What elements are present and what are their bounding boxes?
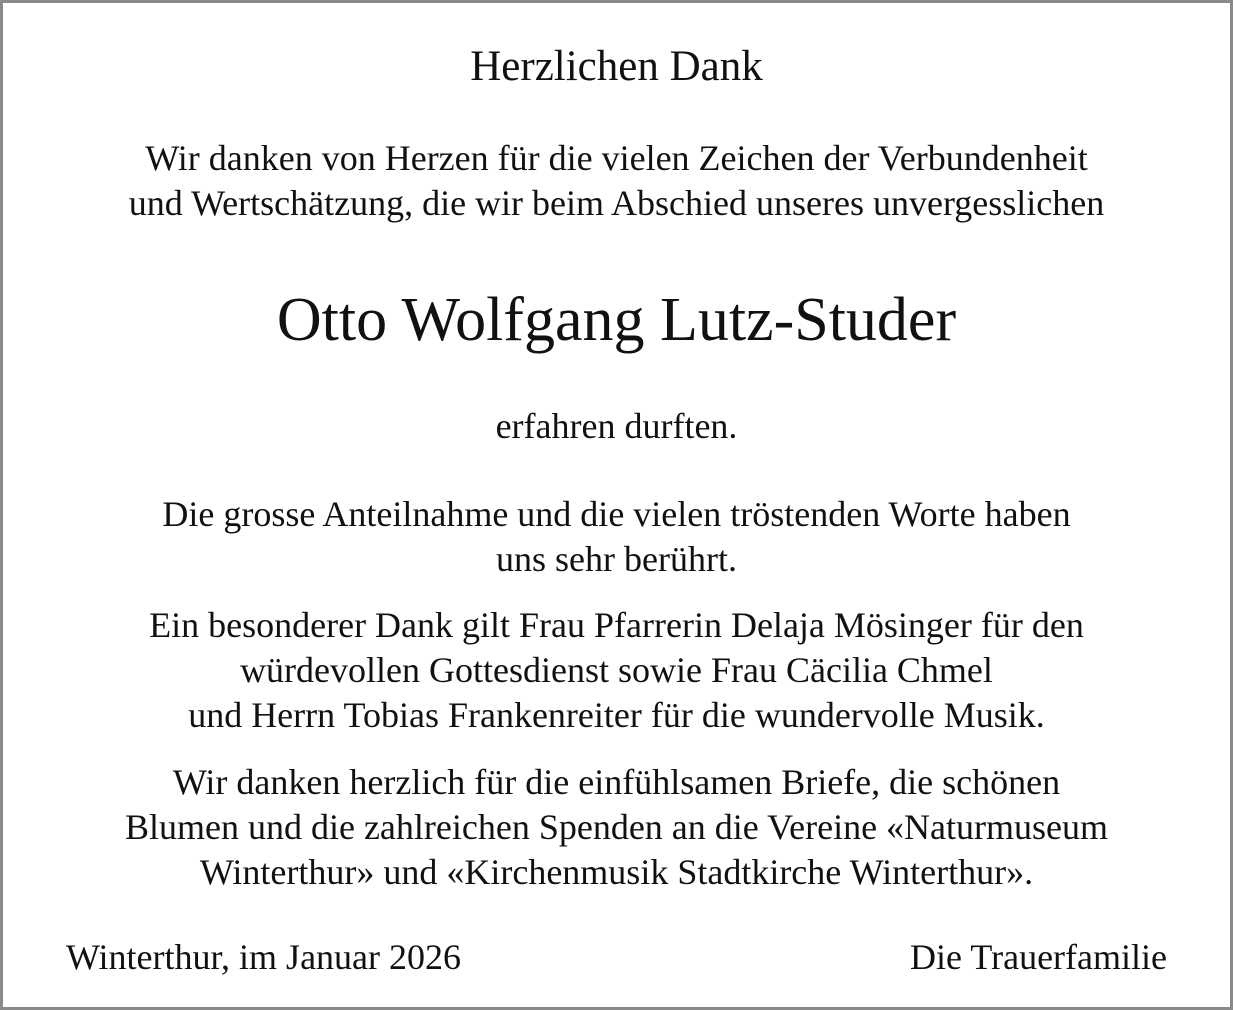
place-date: Winterthur, im Januar 2026 bbox=[66, 937, 462, 977]
sympathy-paragraph bbox=[43, 492, 1190, 582]
special-thanks-line-1: Ein besonderer Dank gilt Frau Pfarrerin Delaja Mösinger für den bbox=[149, 605, 1084, 645]
special-thanks-line-3: und Herrn Tobias Frankenreiter für die wundervolle Musik. bbox=[188, 695, 1045, 735]
notice-footer bbox=[66, 935, 1167, 980]
letters-thanks-line-1: Wir danken herzlich für die einfühlsamen Briefe, die schönen bbox=[172, 762, 1061, 802]
sympathy-line-2: uns sehr berührt. bbox=[496, 539, 737, 579]
letters-thanks-paragraph bbox=[43, 760, 1190, 895]
special-thanks-paragraph bbox=[43, 603, 1190, 738]
intro-line-1: Wir danken von Herzen für die vielen Zeichen der Verbundenheit bbox=[145, 138, 1088, 178]
letters-thanks-line-2: Blumen und die zahlreichen Spenden an die Vereine «Naturmuseum bbox=[124, 807, 1109, 847]
sympathy-line-1: Die grosse Anteilnahme und die vielen tröstenden Worte haben bbox=[162, 494, 1071, 534]
deceased-name: Otto Wolfgang Lutz-Studer bbox=[276, 286, 957, 354]
after-name-paragraph bbox=[43, 404, 1190, 449]
intro-line-2: und Wertschätzung, die wir beim Abschied unseres unvergesslichen bbox=[128, 183, 1105, 223]
intro-paragraph bbox=[43, 136, 1190, 226]
letters-thanks-line-3: Winterthur» und «Kirchenmusik Stadtkirche Winterthur». bbox=[199, 852, 1034, 892]
notice-heading: Herzlichen Dank bbox=[470, 43, 763, 90]
after-name-line: erfahren durften. bbox=[495, 406, 738, 446]
signature: Die Trauerfamilie bbox=[910, 937, 1167, 977]
special-thanks-line-2: würdevollen Gottesdienst sowie Frau Cäcilia Chmel bbox=[240, 650, 993, 690]
